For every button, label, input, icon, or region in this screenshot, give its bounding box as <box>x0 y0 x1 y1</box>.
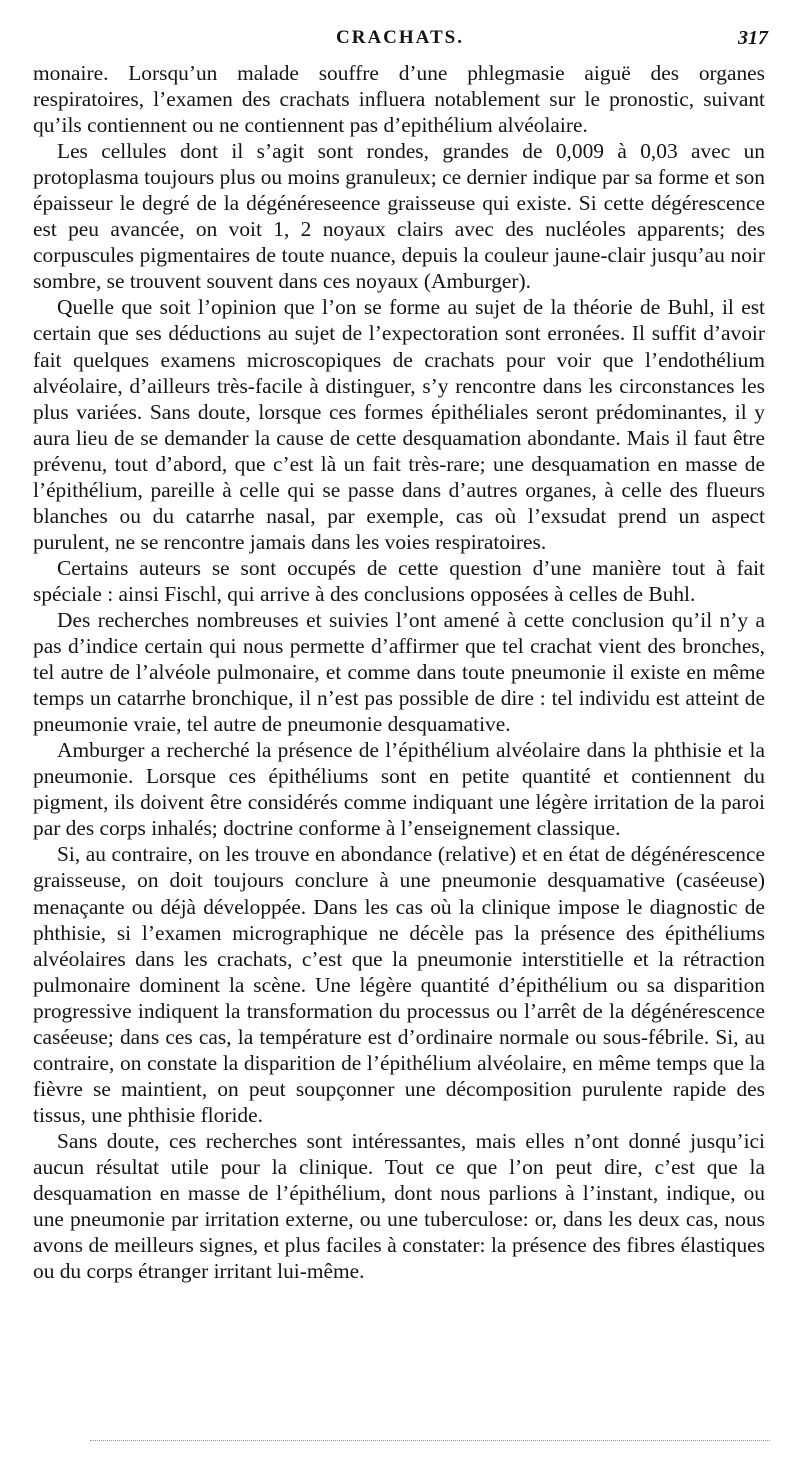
paragraph-conclusion: Sans doute, ces recherches sont intéressantes, mais elles n’ont donné jusqu’ici aucun résultat utile pour la clinique. Tout ce que l’on peut dire, c’est que la desquamation en masse de l’épithélium, dont nous parlions à l’instant, indique, ou une pneumonie par irritation externe, ou une tuberculose: or, dans les deux cas, nous avons de meilleurs signes, et plus faciles à constater: la présence des fibres élastiques ou du corps étranger irritant lui-même. <box>33 1128 765 1284</box>
paragraph-cellules: Les cellules dont il s’agit sont rondes, grandes de 0,009 à 0,03 avec un protoplasma toujours plus ou moins granuleux; ce dernier indique par sa forme et son épaisseur le degré de la dégénéreseence graisseuse qui existe. Si cette dégérescence est peu avancée, on voit 1, 2 noyaux clairs avec des nucléoles apparents; des corpuscules pigmentaires de toute nuance, depuis la couleur jaune-clair jusqu’au noir sombre, se trouvent souvent dans ces noyaux (Amburger). <box>33 139 765 294</box>
paragraph-recherches: Des recherches nombreuses et suivies l’ont amené à cette conclusion qu’il n’y a pas d’indice certain qui nous permette d’affirmer que tel crachat vient des bronches, tel autre de l’alvéole pulmonaire, et comme dans toute pneumonie il existe en même temps un catarrhe bronchique, il n’est pas possible de dire : tel individu est atteint de pneumonie vraie, tel autre de pneumonie desquamative. <box>33 607 765 737</box>
paragraph-continuation: monaire. Lorsqu’un malade souffre d’une phlegmasie aiguë des organes respiratoires, l’examen des crachats influera notablement sur le pronostic, suivant qu’ils contiennent ou ne contiennent pas d’epithélium alvéolaire. <box>33 61 765 138</box>
footer-divider <box>90 1440 770 1443</box>
page-number: 317 <box>738 27 768 49</box>
paragraph-fischl: Certains auteurs se sont occupés de cette question d’une manière tout à fait spéciale : ainsi Fischl, qui arrive à des conclusions opposées à celles de Buhl. <box>33 555 765 606</box>
body-text <box>33 60 765 1284</box>
paragraph-buhl-theory: Quelle que soit l’opinion que l’on se forme au sujet de la théorie de Buhl, il est certain que ses déductions au sujet de l’expectoration sont erronées. Il suffit d’avoir fait quelques examens microscopiques de crachats pour voir que l’endothélium alvéolaire, d’ailleurs très-facile à distinguer, s’y rencontre dans les circonstances les plus variées. Sans doute, lorsque ces formes épithéliales seront prédominantes, il y aura lieu de se demander la cause de cette desquamation abondante. Mais il faut être prévenu, tout d’abord, que c’est là un fait très-rare; une desquamation en masse de l’épithélium, pareille à celle qui se passe dans d’autres organes, à celle des flueurs blanches ou du catarrhe nasal, par exemple, cas où l’exsudat prend un aspect purulent, ne se rencontre jamais dans les voies respiratoires. <box>33 295 765 554</box>
running-title: CRACHATS. <box>336 27 464 48</box>
paragraph-degenerescence: Si, au contraire, on les trouve en abondance (relative) et en état de dégénérescence graisseuse, on doit toujours conclure à une pneumonie desquamative (caséeuse) menaçante ou déjà développée. Dans les cas où la clinique impose le diagnostic de phthisie, si l’examen micrographique ne décèle pas la présence des épithéliums alvéolaires dans les crachats, c’est que la pneumonie interstitielle et la rétraction pulmonaire dominent la scène. Une légère quantité d’épithélium ou sa disparition progressive indiquent la transformation du processus ou l’arrêt de la dégénérescence caséeuse; dans ces cas, la température est d’ordinaire normale ou sous-fébrile. Si, au contraire, on constate la disparition de l’épithélium alvéolaire, en même temps que la fièvre se maintient, on peut soupçonner une décomposition purulente rapide des tissus, une phthisie floride. <box>33 842 765 1127</box>
page-header <box>32 27 768 57</box>
paragraph-amburger: Amburger a recherché la présence de l’épithélium alvéolaire dans la phthisie et la pneumonie. Lorsque ces épithéliums sont en petite quantité et contiennent du pigment, ils doivent être considérés comme indiquant une légère irritation de la paroi par des corps inhalés; doctrine conforme à l’enseignement classique. <box>33 738 765 841</box>
